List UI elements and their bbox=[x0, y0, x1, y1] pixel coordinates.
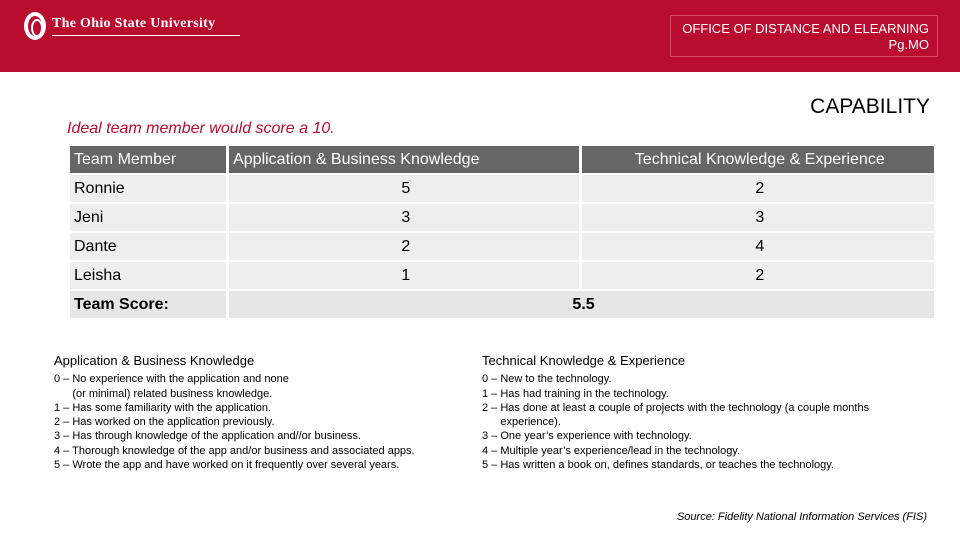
university-name: The Ohio State University bbox=[52, 16, 216, 31]
team-score-value: 5.5 bbox=[229, 291, 934, 318]
app-legend-title: Application & Business Knowledge bbox=[54, 353, 255, 368]
list-item: 1 – Has had training in the technology. bbox=[482, 387, 669, 400]
tech-score: 2 bbox=[582, 175, 934, 202]
office-line-1: OFFICE OF DISTANCE AND ELEARNING bbox=[682, 21, 929, 36]
ideal-note: Ideal team member would score a 10. bbox=[67, 120, 335, 137]
source-note: Source: Fidelity National Information Services (FIS) bbox=[676, 511, 927, 523]
app-score: 1 bbox=[229, 262, 578, 289]
office-box bbox=[670, 15, 938, 57]
list-item: 4 – Multiple year’s experience/lead in the technology. bbox=[482, 444, 741, 457]
tech-score: 3 bbox=[582, 204, 934, 231]
list-item: 5 – Wrote the app and have worked on it frequently over several years. bbox=[54, 459, 400, 472]
header-bar bbox=[0, 0, 960, 72]
office-line-2: Pg.MO bbox=[888, 37, 929, 52]
app-score: 2 bbox=[229, 233, 578, 260]
header-team-member: Team Member bbox=[70, 146, 226, 173]
list-item: 4 – Thorough knowledge of the app and/or business and associated apps. bbox=[54, 444, 415, 457]
tech-score: 2 bbox=[582, 262, 934, 289]
list-item: 5 – Has written a book on, defines standards, or teaches the technology. bbox=[482, 459, 835, 472]
list-item: 0 – New to the technology. bbox=[482, 373, 612, 386]
header-tech-knowledge: Technical Knowledge & Experience bbox=[582, 146, 934, 173]
list-item: 3 – Has through knowledge of the application and//or business. bbox=[54, 430, 361, 443]
score-table bbox=[67, 144, 937, 320]
table-row bbox=[70, 204, 934, 231]
member-name: Leisha bbox=[70, 262, 226, 289]
table-row bbox=[70, 233, 934, 260]
tech-knowledge-legend bbox=[482, 354, 922, 472]
list-item: 0 – No experience with the application and none (or minimal) related business knowledge. bbox=[54, 373, 289, 400]
member-name: Jeni bbox=[70, 204, 226, 231]
app-knowledge-legend bbox=[54, 354, 464, 472]
list-item: 3 – One year’s experience with technology. bbox=[482, 430, 692, 443]
list-item: 2 – Has worked on the application previously. bbox=[54, 416, 275, 429]
table-row bbox=[70, 175, 934, 202]
tech-legend-title: Technical Knowledge & Experience bbox=[482, 353, 686, 368]
team-score-label: Team Score: bbox=[70, 291, 226, 318]
tech-score: 4 bbox=[582, 233, 934, 260]
list-item: 2 – Has done at least a couple of projects with the technology (a couple months experience). bbox=[482, 401, 870, 429]
list-item: 1 – Has some familiarity with the application. bbox=[54, 401, 272, 414]
team-score-row bbox=[70, 291, 934, 318]
page-title: CAPABILITY bbox=[810, 95, 930, 118]
member-name: Ronnie bbox=[70, 175, 226, 202]
table-header-row bbox=[70, 146, 934, 173]
block-o-icon bbox=[24, 12, 46, 40]
header-app-knowledge: Application & Business Knowledge bbox=[229, 146, 578, 173]
app-score: 5 bbox=[229, 175, 578, 202]
member-name: Dante bbox=[70, 233, 226, 260]
table-row bbox=[70, 262, 934, 289]
app-score: 3 bbox=[229, 204, 578, 231]
